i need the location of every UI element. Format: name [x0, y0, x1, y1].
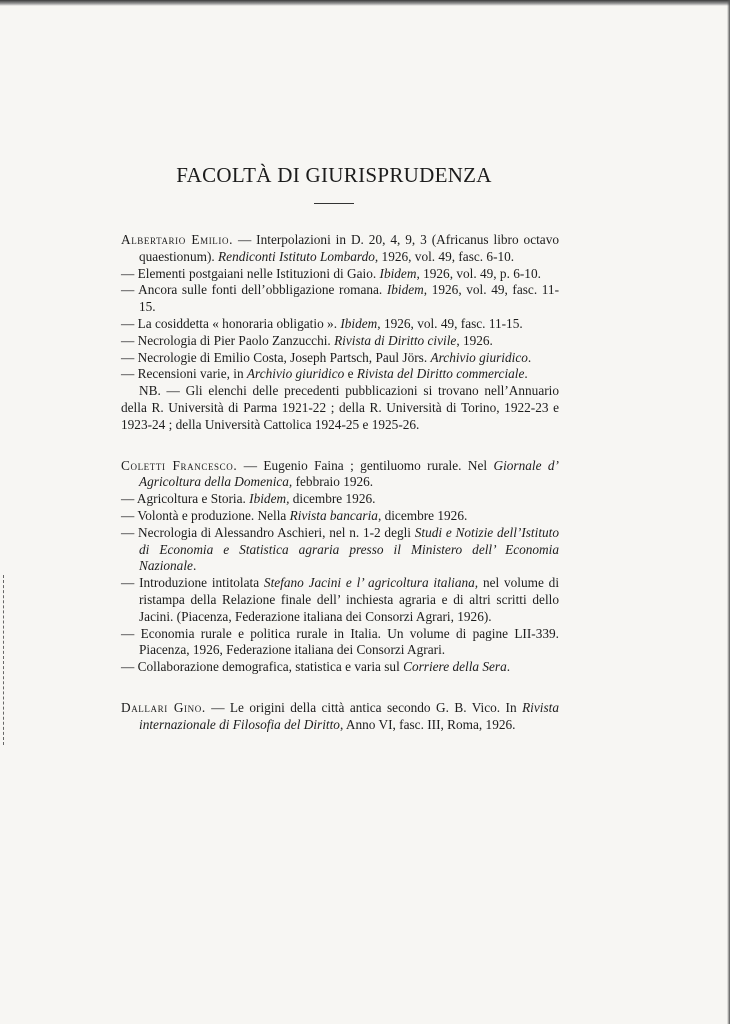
publication-entry: Coletti Francesco. — Eugenio Faina ; gentiluomo rurale. Nel Giornale d’ Agricoltura della Domenica, febbraio 1926. [121, 457, 559, 490]
page-top-edge [0, 0, 730, 6]
publication-entry: — Volontà e produzione. Nella Rivista bancaria, dicembre 1926. [121, 507, 468, 523]
publication-entry: — Collaborazione demografica, statistica e varia sul Corriere della Sera. [121, 659, 511, 675]
bibliographic-note: NB. — Gli elenchi delle precedenti pubblicazioni si trovano nell’Annuario della R. Università di Parma 1921-22 ; della R. Università di Torino, 1922-23 e 1923-24 ; della Università Cattolica 1924-25 e 1925-26. [121, 383, 559, 432]
publication-entry: — Recensioni varie, in Archivio giuridico e Rivista del Diritto commerciale. [121, 366, 528, 382]
publication-entry: — Necrologie di Emilio Costa, Joseph Partsch, Paul Jörs. Archivio giuridico. [121, 349, 532, 365]
publication-entry: — Agricoltura e Storia. Ibidem, dicembre 1926. [121, 491, 376, 507]
publication-entry: — Introduzione intitolata Stefano Jacini e l’ agricoltura italiana, nel volume di ristampa della Relazione finale dell’ inchiesta agraria e di altri scritti dello Jacini. (Piacenza, Federazione italiana dei Consorzi Agrari, 1926). [121, 575, 560, 624]
author-name: Albertario Emilio. [121, 232, 234, 247]
publication-list [121, 232, 559, 734]
publication-entry: Albertario Emilio. — Interpolazioni in D. 20, 4, 9, 3 (Africanus libro octavo quaestionum). Rendiconti Istituto Lombardo, 1926, vol. 49, fasc. 6-10. [121, 232, 559, 264]
publication-entry: — Ancora sulle fonti dell’obbligazione romana. Ibidem, 1926, vol. 49, fasc. 11-15. [121, 282, 560, 315]
author-name: Coletti Francesco. [121, 457, 238, 473]
author-block-dallari [121, 700, 559, 734]
page-left-binding-marks [3, 575, 6, 745]
publication-entry: — La cosiddetta « honoraria obligatio ». Ibidem, 1926, vol. 49, fasc. 11-15. [121, 315, 523, 331]
author-block-coletti [121, 458, 559, 676]
publication-entry: — Necrologia di Alessandro Aschieri, nel n. 1-2 degli Studi e Notizie dell’Istituto di Economia e Statistica agraria presso il Ministero dell’ Economia Nazionale. [121, 524, 560, 574]
author-block-albertario [121, 232, 559, 434]
publication-entry: — Economia rurale e politica rurale in Italia. Un volume di pagine LII-339. Piacenza, 1926, Federazione italiana dei Consorzi Agrari. [121, 625, 559, 658]
publication-entry: — Necrologia di Pier Paolo Zanzucchi. Rivista di Diritto civile, 1926. [121, 332, 493, 348]
author-name: Dallari Gino. [121, 699, 206, 715]
page-title: FACOLTÀ DI GIURISPRUDENZA [176, 163, 492, 187]
publication-entry: — Elementi postgaiani nelle Istituzioni di Gaio. Ibidem, 1926, vol. 49, p. 6-10. [121, 265, 541, 281]
publication-entry: Dallari Gino. — Le origini della città antica secondo G. B. Vico. In Rivista internazionale di Filosofia del Diritto, Anno VI, fasc. III, Roma, 1926. [121, 699, 559, 732]
title-rule [314, 203, 354, 204]
